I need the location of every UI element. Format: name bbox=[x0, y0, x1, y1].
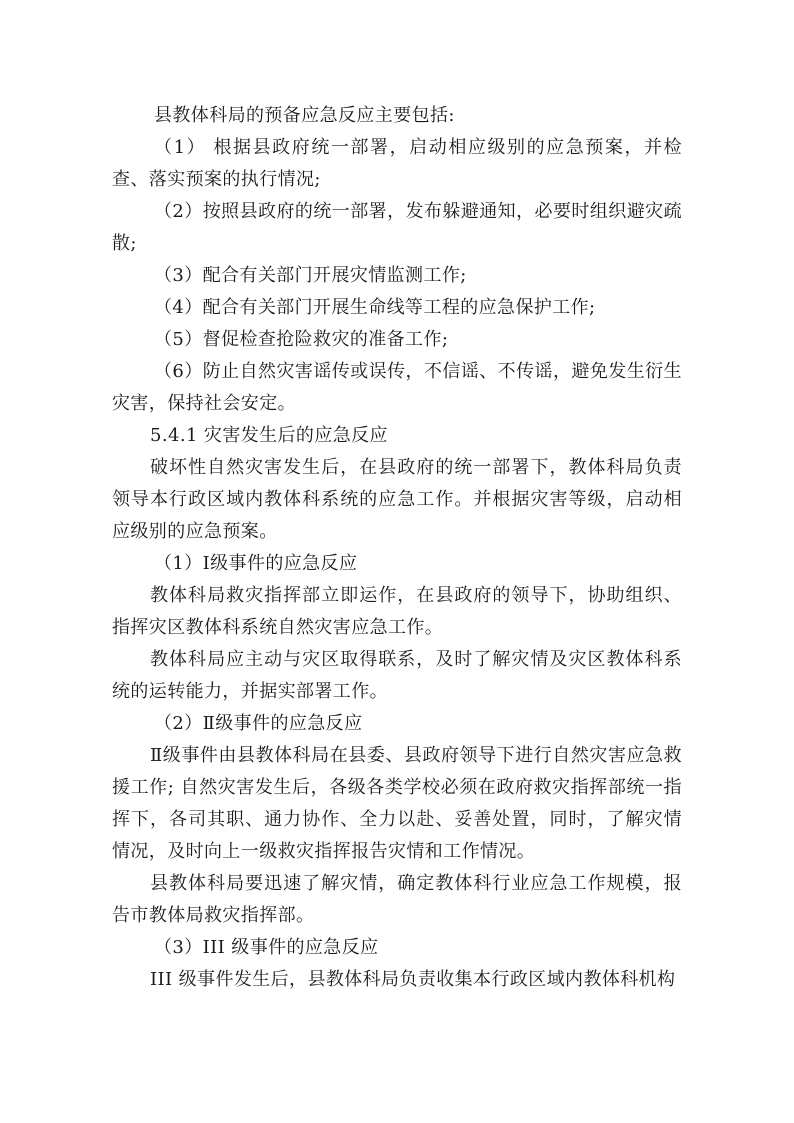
intro-paragraph: 县教体科局的预备应急反应主要包括: bbox=[154, 105, 455, 126]
section-heading-5-4-1: 5.4.1 灾害发生后的应急反应 bbox=[150, 425, 388, 446]
list-item-1: （1） 根据县政府统一部署，启动相应级别的应急预案，并检查、落实预案的执行情况; bbox=[112, 137, 682, 190]
list-item-2: （2）按照县政府的统一部署，发布躲避通知，必要时组织避灾疏散; bbox=[112, 201, 682, 254]
body-paragraph: 教体科局应主动与灾区取得联系，及时了解灾情及灾区教体科系统的运转能力，并据实部署工作。 bbox=[112, 649, 682, 702]
body-paragraph: Ⅱ级事件由县教体科局在县委、县政府领导下进行自然灾害应急救援工作; 自然灾害发生后，各级各类学校必须在政府救灾指挥部统一指挥下，各司其职、通力协作、全力以赴、妥善处置，同时，了解灾情情况，及时向上一级救灾指挥报告灾情和工作情况。 bbox=[112, 745, 682, 862]
body-paragraph: 破坏性自然灾害发生后，在县政府的统一部署下，教体科局负责领导本行政区域内教体科系统的应急工作。并根据灾害等级，启动相应级别的应急预案。 bbox=[112, 457, 682, 542]
body-paragraph: 县教体科局要迅速了解灾情，确定教体科行业应急工作规模，报告市教体局救灾指挥部。 bbox=[112, 873, 682, 926]
list-item-5: （5）督促检查抢险救灾的准备工作; bbox=[154, 329, 449, 350]
subheading-level-1: （1）Ⅰ级事件的应急反应 bbox=[154, 553, 358, 574]
document-page bbox=[112, 100, 682, 996]
list-item-3: （3）配合有关部门开展灾情监测工作; bbox=[154, 265, 467, 286]
body-paragraph: 教体科局救灾指挥部立即运作，在县政府的领导下，协助组织、指挥灾区教体科系统自然灾害应急工作。 bbox=[112, 585, 682, 638]
subheading-level-3: （3）III 级事件的应急反应 bbox=[154, 937, 379, 958]
list-item-6: （6）防止自然灾害谣传或误传，不信谣、不传谣，避免发生衍生灾害，保持社会安定。 bbox=[112, 361, 682, 414]
subheading-level-2: （2）Ⅱ级事件的应急反应 bbox=[154, 713, 363, 734]
body-paragraph: III 级事件发生后，县教体科局负责收集本行政区域内教体科机构 bbox=[150, 969, 676, 990]
list-item-4: （4）配合有关部门开展生命线等工程的应急保护工作; bbox=[154, 297, 596, 318]
